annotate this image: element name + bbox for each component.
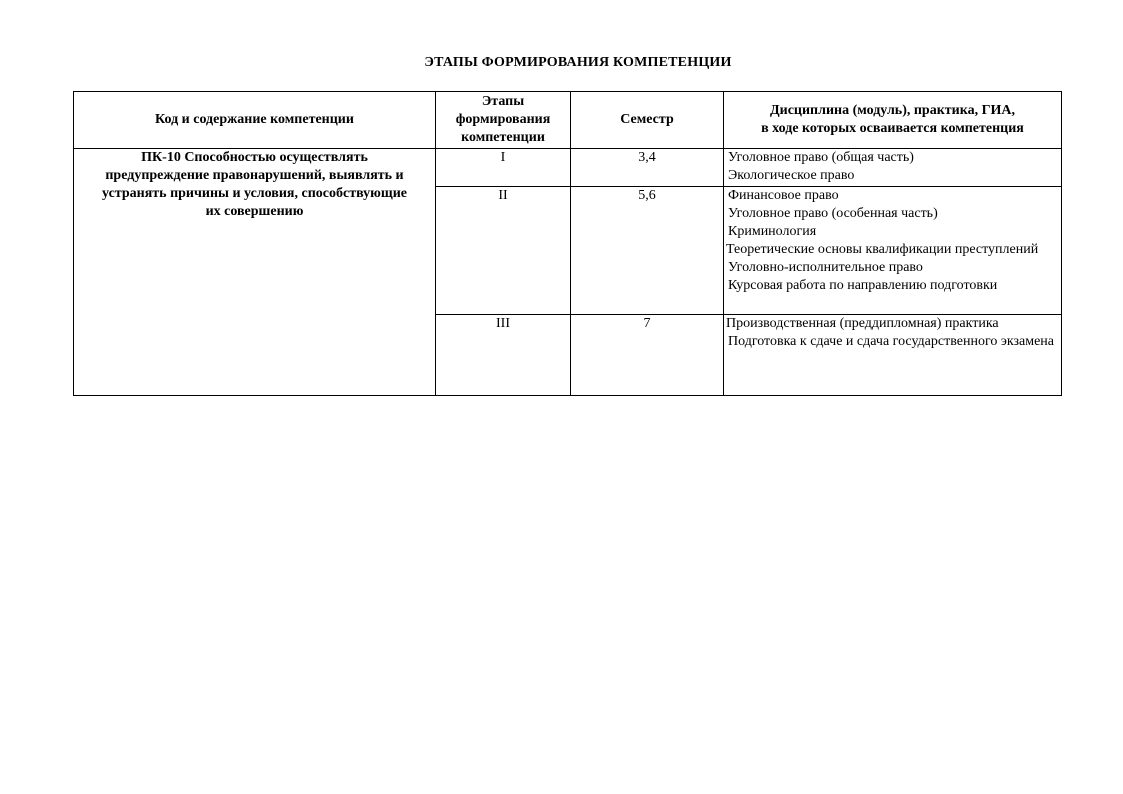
discipline-item: Уголовно-исполнительное право bbox=[728, 260, 923, 275]
header-stages: Этапы формирования компетенции bbox=[436, 92, 571, 149]
competence-line: ПК-10 Способностью осуществлять bbox=[141, 150, 368, 165]
stage-cell: III bbox=[436, 315, 571, 396]
discipline-cell bbox=[724, 187, 1062, 315]
stage-cell: II bbox=[436, 187, 571, 315]
discipline-item: Уголовное право (общая часть) bbox=[728, 150, 914, 165]
discipline-item: Производственная (преддипломная) практика bbox=[726, 316, 999, 331]
semester-cell: 7 bbox=[571, 315, 724, 396]
discipline-item: Курсовая работа по направлению подготовки bbox=[728, 278, 998, 293]
page-title: ЭТАПЫ ФОРМИРОВАНИЯ КОМПЕТЕНЦИИ bbox=[424, 55, 732, 70]
competence-line: устранять причины и условия, способствующие bbox=[102, 186, 407, 201]
discipline-item: Уголовное право (особенная часть) bbox=[728, 206, 938, 221]
discipline-item: Теоретические основы квалификации преступлений bbox=[726, 242, 1039, 257]
table-header-row bbox=[74, 92, 1062, 149]
discipline-item: Финансовое право bbox=[728, 188, 839, 203]
discipline-item: Экологическое право bbox=[728, 168, 855, 183]
header-discipline-line1: Дисциплина (модуль), практика, ГИА, bbox=[770, 103, 1015, 118]
header-code: Код и содержание компетенции bbox=[74, 92, 436, 149]
header-semester: Семестр bbox=[571, 92, 724, 149]
stage-cell: I bbox=[436, 149, 571, 187]
competence-description bbox=[74, 149, 436, 396]
semester-cell: 3,4 bbox=[571, 149, 724, 187]
discipline-cell bbox=[724, 149, 1062, 187]
competence-line: предупреждение правонарушений, выявлять и bbox=[105, 168, 404, 183]
discipline-item: Подготовка к сдаче и сдача государственного экзамена bbox=[728, 334, 1054, 349]
discipline-cell bbox=[724, 315, 1062, 396]
header-discipline-line2: в ходе которых осваивается компетенция bbox=[761, 121, 1024, 136]
competence-stages-table bbox=[73, 91, 1062, 396]
table-row bbox=[74, 149, 1062, 187]
semester-cell: 5,6 bbox=[571, 187, 724, 315]
competence-line: их совершению bbox=[205, 204, 304, 219]
discipline-item: Криминология bbox=[728, 224, 817, 239]
header-discipline bbox=[724, 92, 1062, 149]
